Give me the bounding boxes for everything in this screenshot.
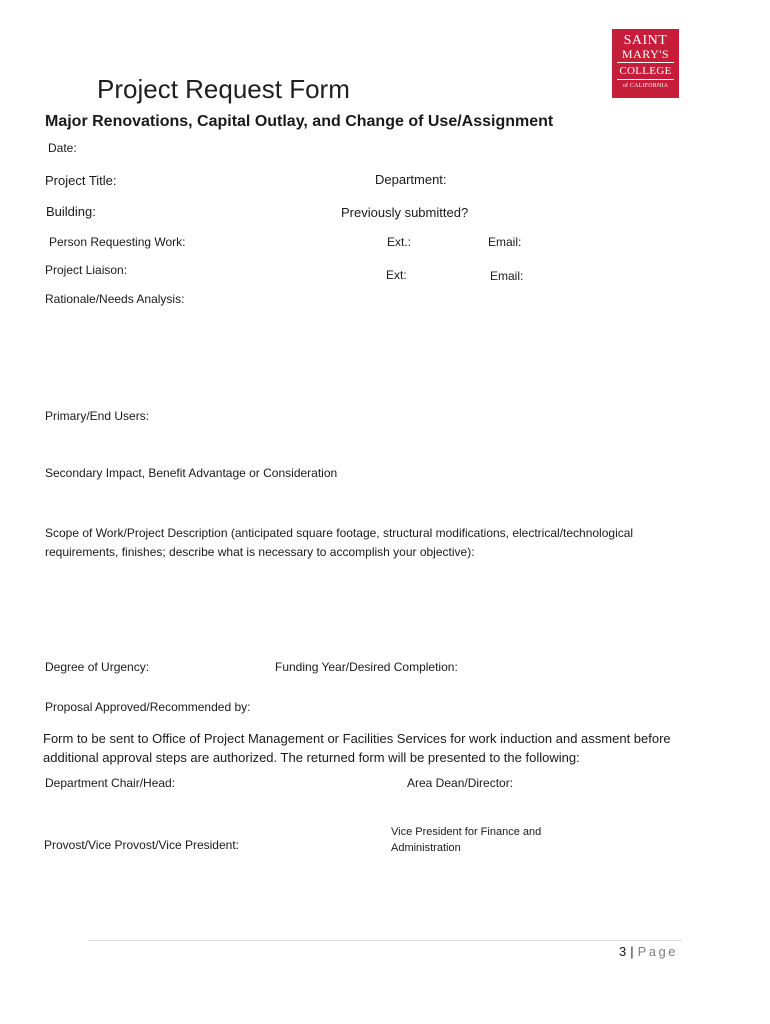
- logo-line-3: COLLEGE: [619, 65, 672, 77]
- ext-label-1: Ext.:: [387, 235, 412, 249]
- previously-submitted-label: Previously submitted?: [341, 205, 469, 220]
- logo-line-1: SAINT: [623, 33, 668, 48]
- person-requesting-label: Person Requesting Work:: [49, 235, 186, 249]
- logo-line-4: of CALIFORNIA: [622, 83, 669, 89]
- ext-label-2: Ext:: [386, 268, 407, 282]
- page-footer: [619, 944, 678, 959]
- department-label: Department:: [375, 172, 447, 187]
- footer-divider: [88, 940, 682, 941]
- building-label: Building:: [46, 204, 96, 219]
- routing-notice: Form to be sent to Office of Project Management or Facilities Services for work induction and assment before additional approval steps are authorized. The returned form will be presented to the following:: [43, 731, 671, 765]
- college-logo: [612, 29, 679, 98]
- form-subtitle: Major Renovations, Capital Outlay, and Change of Use/Assignment: [45, 113, 554, 130]
- proposal-approved-label: Proposal Approved/Recommended by:: [45, 700, 251, 714]
- date-label: Date:: [48, 141, 77, 155]
- scope-of-work-label: Scope of Work/Project Description (anticipated square footage, structural modifications, electrical/technological requirements, finishes; describe what is necessary to accomplish your objective):: [45, 526, 634, 559]
- department-chair-label: Department Chair/Head:: [45, 776, 176, 790]
- logo-line-2: MARY'S: [621, 47, 670, 61]
- primary-users-label: Primary/End Users:: [45, 409, 150, 423]
- page-separator: |: [630, 944, 634, 959]
- project-title-label: Project Title:: [45, 173, 117, 188]
- page-number: 3: [619, 944, 627, 959]
- area-dean-label: Area Dean/Director:: [407, 776, 514, 790]
- rationale-label: Rationale/Needs Analysis:: [45, 292, 185, 306]
- logo-rule: [617, 79, 674, 80]
- vp-finance-label: Vice President for Finance and Administration: [391, 826, 542, 854]
- page-title: Project Request Form: [97, 74, 350, 104]
- project-liaison-label: Project Liaison:: [45, 263, 128, 277]
- provost-label: Provost/Vice Provost/Vice President:: [44, 838, 239, 852]
- logo-rule: [617, 62, 674, 63]
- email-label-2: Email:: [490, 269, 524, 283]
- urgency-label: Degree of Urgency:: [45, 660, 150, 674]
- email-label-1: Email:: [488, 235, 522, 249]
- secondary-impact-label: Secondary Impact, Benefit Advantage or Consideration: [45, 466, 338, 480]
- page-word: Page: [637, 944, 678, 959]
- funding-year-label: Funding Year/Desired Completion:: [275, 660, 458, 674]
